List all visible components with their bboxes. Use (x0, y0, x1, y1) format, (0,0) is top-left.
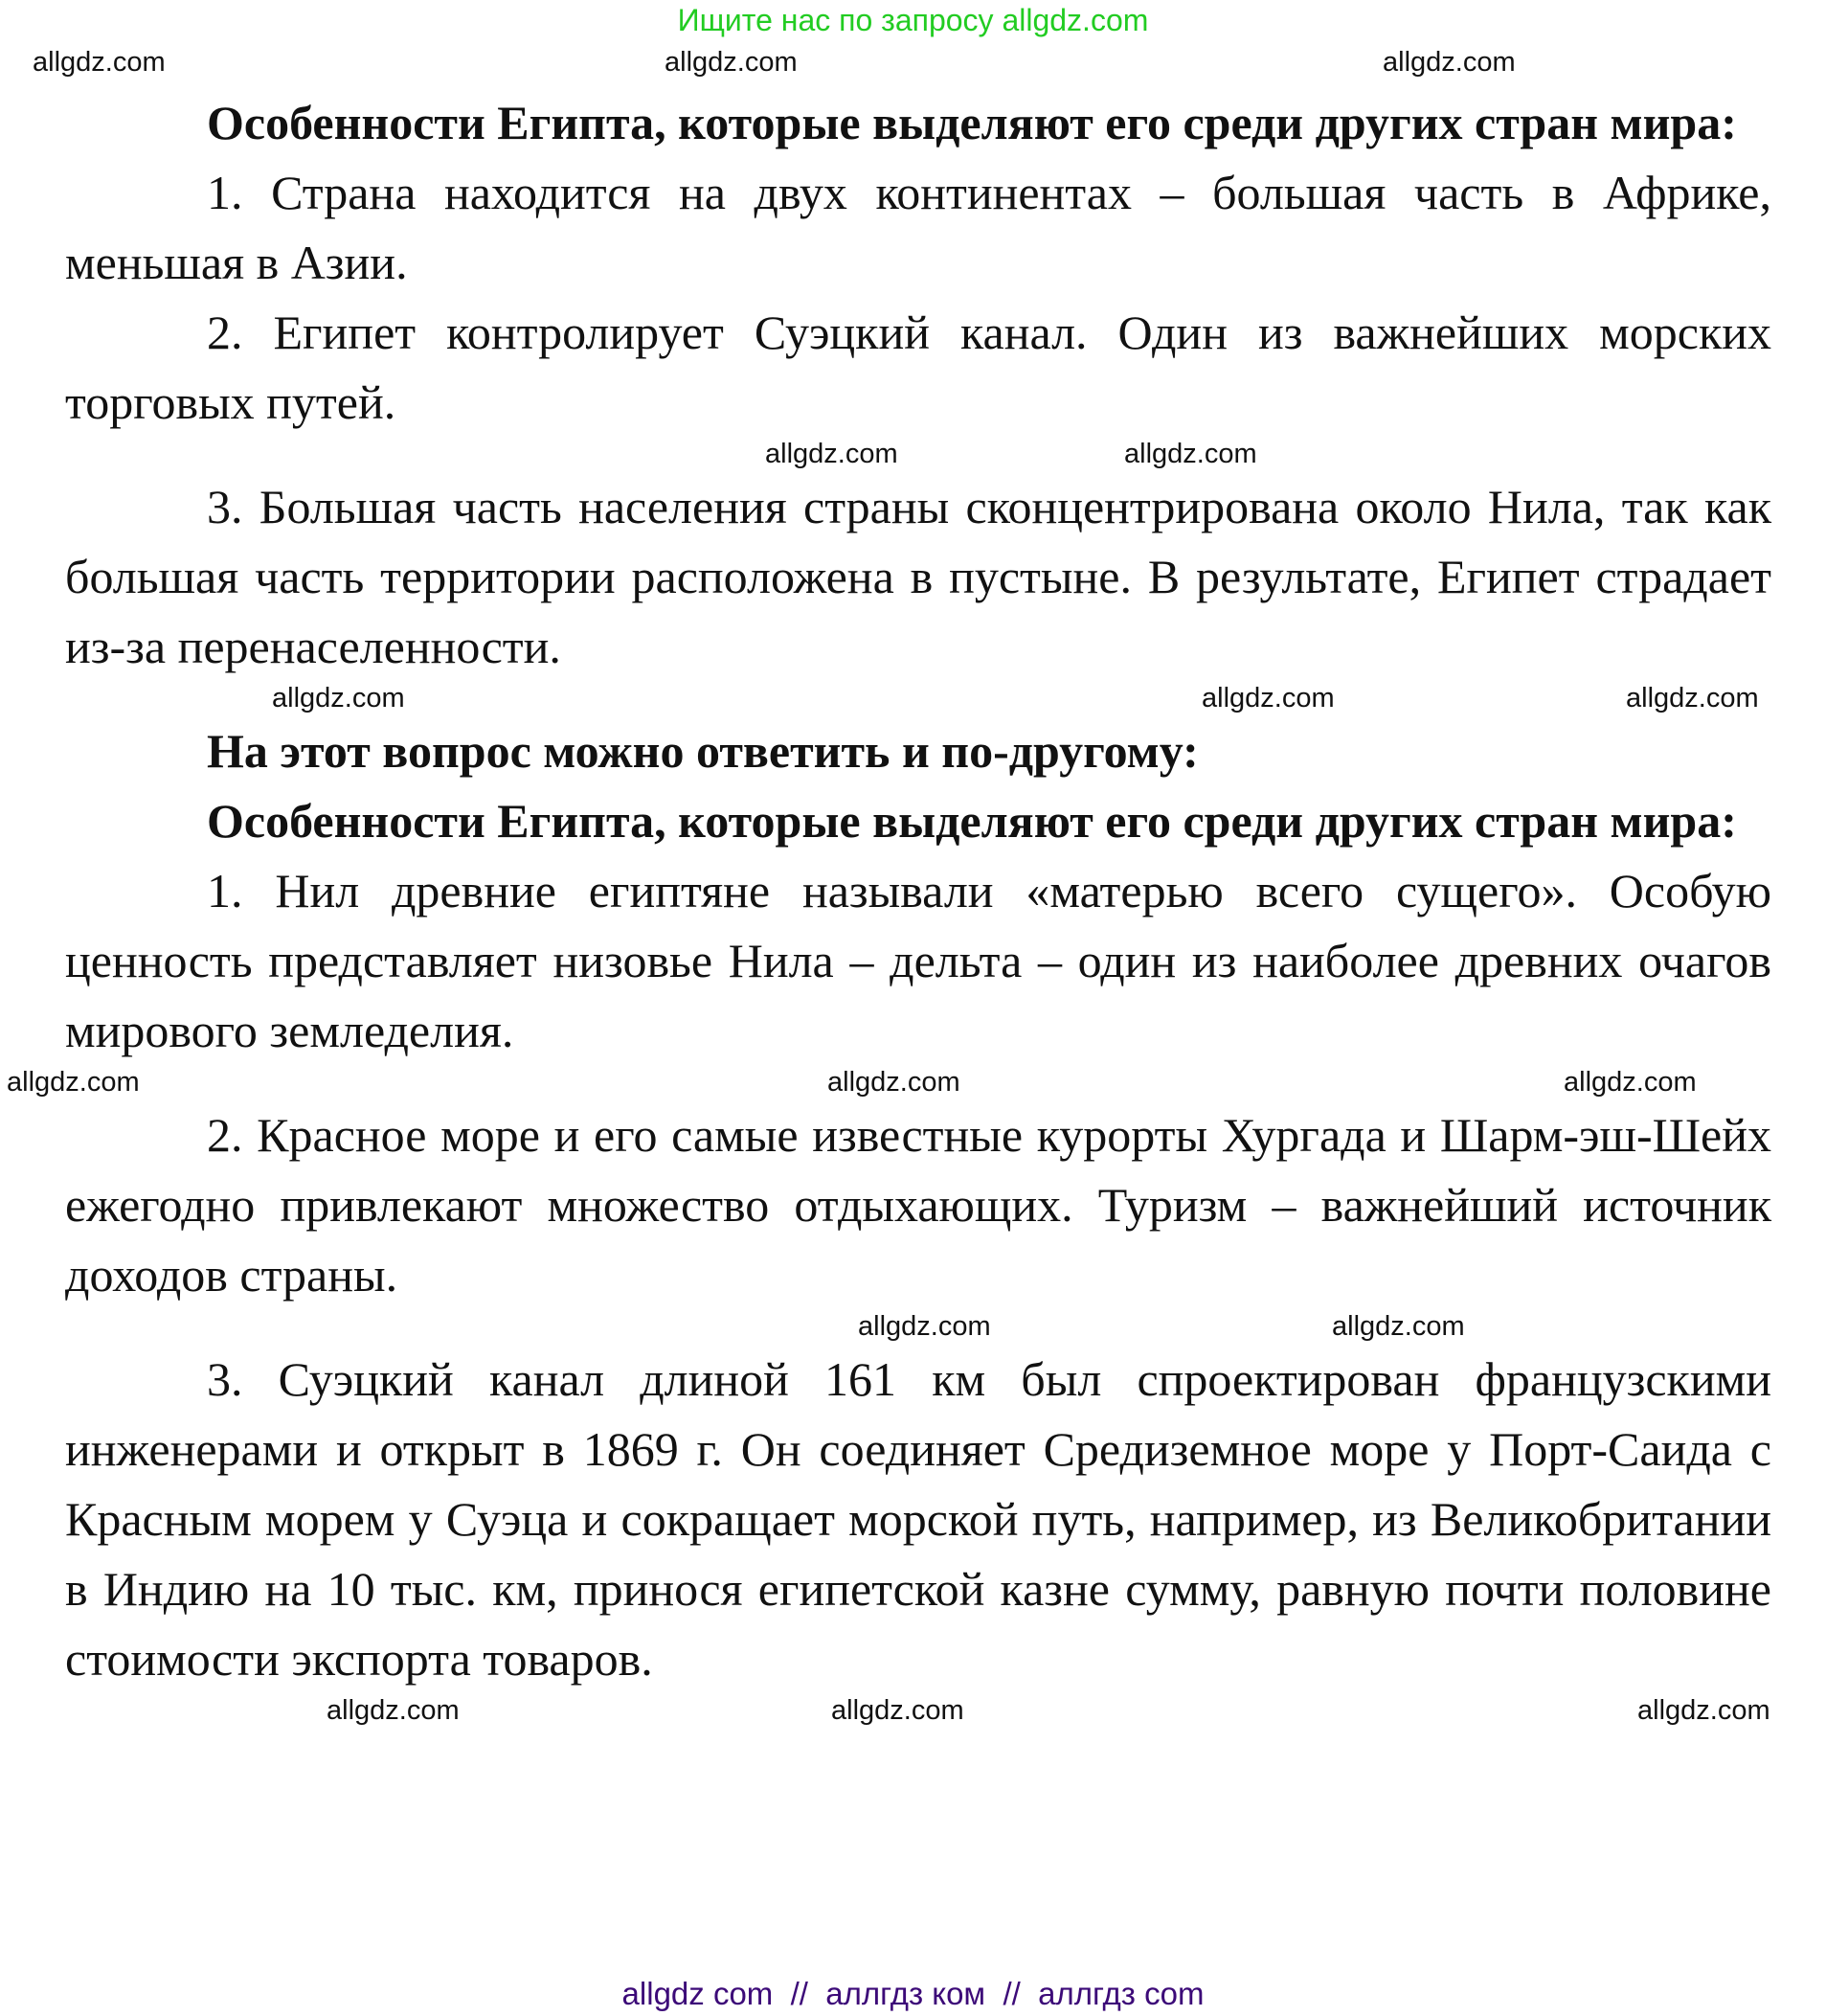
watermark: allgdz.com (1332, 1311, 1465, 1342)
watermark: allgdz.com (1564, 1067, 1697, 1098)
watermark: allgdz.com (665, 47, 798, 78)
answer1-item-1: 1. Страна находится на двух континентах – большая часть в Африке, меньшая в Азии. (65, 166, 1771, 289)
answer1-item-2: 2. Египет контролирует Суэцкий канал. Один из важнейших морских торговых путей. (65, 306, 1771, 429)
watermark-row (7, 1066, 1771, 1100)
answer2-item-2: 2. Красное море и его самые известные курорты Хургада и Шарм-эш-Шейх ежегодно привлекают множество отдыхающих. Туризм – важнейший источник доходов страны. (65, 1108, 1771, 1302)
watermark-row (65, 1694, 1771, 1729)
watermark: allgdz.com (33, 47, 166, 78)
watermark-row (65, 438, 1771, 472)
watermark: allgdz.com (831, 1695, 964, 1726)
watermark: allgdz.com (765, 439, 898, 469)
document-body (7, 88, 1771, 1729)
watermark: allgdz.com (1383, 47, 1516, 78)
watermark: allgdz.com (7, 1067, 140, 1098)
watermark: allgdz.com (272, 683, 405, 714)
search-banner: Ищите нас по запросу allgdz.com (677, 3, 1149, 37)
answer1-title: Особенности Египта, которые выделяют его среди других стран мира: (207, 96, 1737, 149)
answer1-item-3: 3. Большая часть населения страны сконцентрирована около Нила, так как большая часть территории расположена в пустыне. В результате, Египет страдает из-за перенаселенности. (65, 480, 1771, 673)
answer2-title: Особенности Египта, которые выделяют его среди других стран мира: (207, 794, 1737, 848)
watermark-row (65, 1310, 1771, 1345)
watermark: allgdz.com (1626, 683, 1759, 714)
answer2-item-1: 1. Нил древние египтяне называли «матерью всего сущего». Особую ценность представляет низовье Нила – дельта – один из наиболее древних очагов мирового земледелия. (65, 864, 1771, 1057)
watermark: allgdz.com (858, 1311, 991, 1342)
watermark-row (0, 46, 1826, 80)
watermark: allgdz.com (1637, 1695, 1770, 1726)
watermark-row (65, 682, 1771, 716)
answer2-item-3: 3. Суэцкий канал длиной 161 км был спроектирован французскими инженерами и открыт в 1869 г. Он соединяет Средиземное море у Порт-Саида с Красным морем у Суэца и сокращает морской путь, например, из Великобритании в Индию на 10 тыс. км, принося египетской казне сумму, равную почти половине стоимости экспорта товаров. (65, 1352, 1771, 1686)
footer-watermark: allgdz com // аллгдз ком // аллгдз com (621, 1976, 1205, 2011)
watermark: allgdz.com (827, 1067, 960, 1098)
watermark: allgdz.com (1202, 683, 1335, 714)
watermark: allgdz.com (327, 1695, 460, 1726)
alt-intro-heading: На этот вопрос можно ответить и по-другому: (207, 724, 1199, 778)
watermark: allgdz.com (1124, 439, 1257, 469)
